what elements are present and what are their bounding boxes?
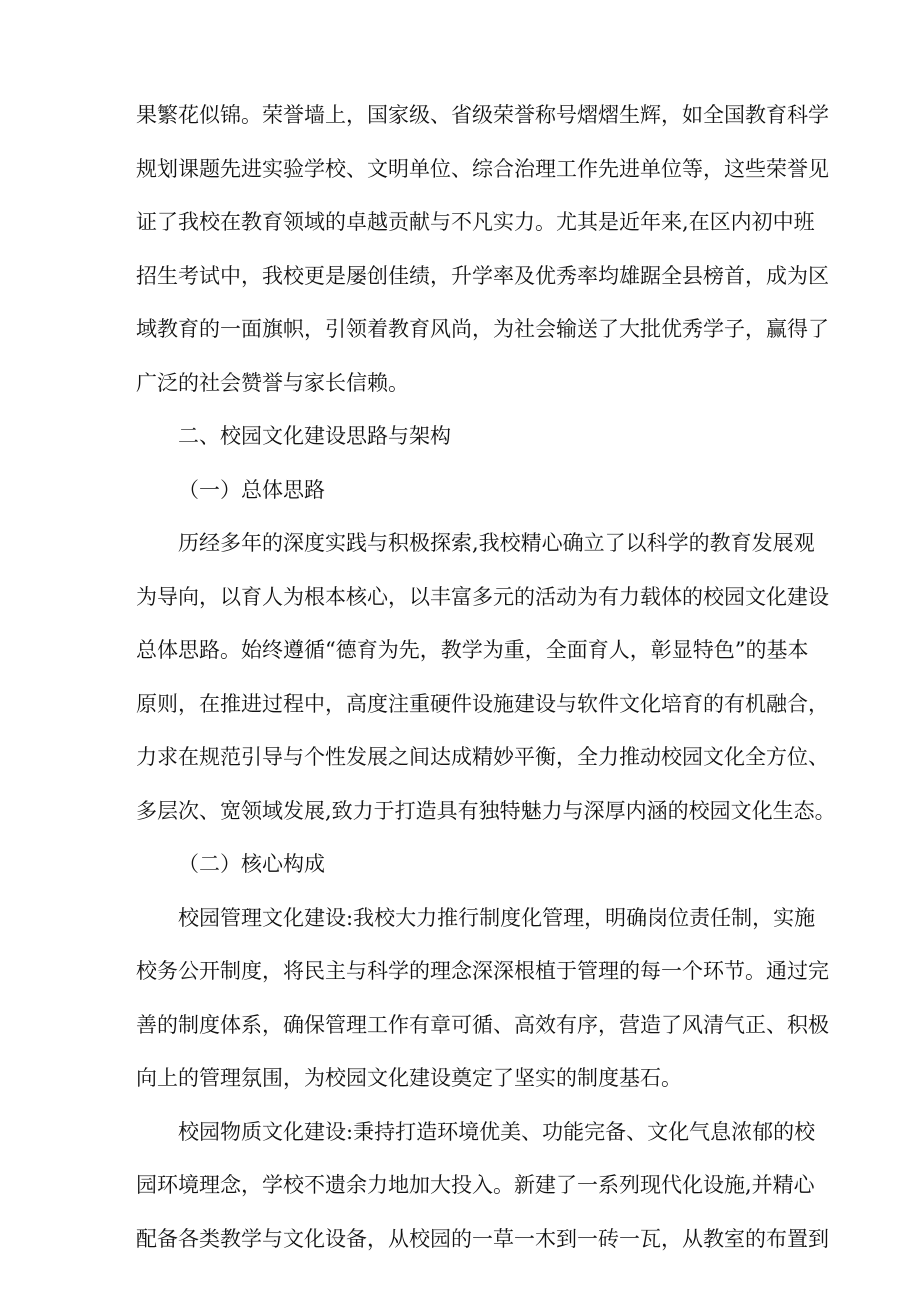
paragraph-line: 为导向，以育人为根本核心，以丰富多元的活动为有力载体的校园文化建设: [136, 584, 829, 609]
paragraph-line: 果繁花似锦。荣誉墙上，国家级、省级荣誉称号熠熠生辉，如全国教育科学: [136, 103, 829, 127]
subsection-heading: （二）核心构成: [178, 852, 325, 876]
paragraph-line: 证了我校在教育领域的卓越贡献与不凡实力。尤其是近年来,在区内初中班: [136, 210, 815, 234]
paragraph-line: 向上的管理氛围，为校园文化建设奠定了坚实的制度基石。: [136, 1066, 682, 1090]
paragraph-line: 力求在规范引导与个性发展之间达成精妙平衡，全力推动校园文化全方位、: [136, 745, 829, 769]
paragraph-line: 招生考试中，我校更是屡创佳绩，升学率及优秀率均雄踞全县榜首，成为区: [136, 263, 829, 288]
section-heading: 二、校园文化建设思路与架构: [178, 424, 451, 448]
paragraph-line: 广泛的社会赞誉与家长信赖。: [136, 370, 409, 395]
paragraph-line: 校园管理文化建设:我校大力推行制度化管理，明确岗位责任制，实施: [178, 905, 816, 930]
paragraph-line: 域教育的一面旗帜，引领着教育风尚，为社会输送了大批优秀学子，赢得了: [136, 317, 829, 341]
paragraph-line: 校园物质文化建设:秉持打造环境优美、功能完备、文化气息浓郁的校: [178, 1119, 816, 1144]
subsection-heading: （一）总体思路: [178, 477, 325, 502]
paragraph-line: 善的制度体系，确保管理工作有章可循、高效有序，营造了风清气正、积极: [136, 1012, 829, 1037]
paragraph-line: 多层次、宽领域发展,致力于打造具有独特魅力与深厚内涵的校园文化生态。: [136, 798, 836, 823]
paragraph-line: 历经多年的深度实践与积极探索,我校精心确立了以科学的教育发展观: [178, 531, 815, 555]
paragraph-line: 配备各类教学与文化设备，从校园的一草一木到一砖一瓦，从教室的布置到: [136, 1226, 829, 1251]
paragraph-line: 园环境理念，学校不遗余力地加大投入。新建了一系列现代化设施,并精心: [136, 1173, 815, 1197]
paragraph-line: 原则，在推进过程中，高度注重硬件设施建设与软件文化培育的有机融合，: [136, 691, 829, 716]
paragraph-line: 总体思路。始终遵循“德育为先，教学为重，全面育人，彰显特色”的基本: [136, 638, 809, 662]
paragraph-line: 校务公开制度，将民主与科学的理念深深根植于管理的每一个环节。通过完: [136, 959, 829, 983]
paragraph-line: 规划课题先进实验学校、文明单位、综合治理工作先进单位等，这些荣誉见: [136, 156, 829, 181]
